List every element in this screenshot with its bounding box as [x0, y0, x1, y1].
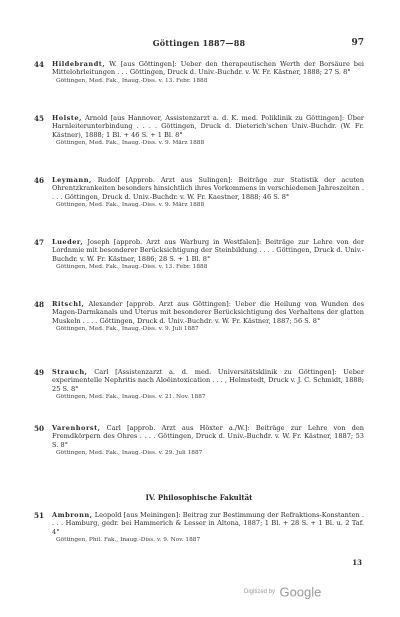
entry-text: Rudolf [Approb. Arzt aus Sulingen]: Beiträge zur Statistik der acuten Ohrentzkrankeiten besonders hinsichtlich ihres Vorkommens in verschiedenen Jahreszeiten . . . . Göttingen, Druck d. Univ.-Buchdr. v. W. Fr. Kaestner, 1888; 46 S. 8°	[52, 176, 364, 201]
entry-text: Alexander [approb. Arzt aus Göttingen]: Ueber die Heilung von Wunden des Magen-Darmkanals und Uterus mit besonderer Berücksichtigung des Verhaltens der glatten Muskeln . . . . Göttingen, Druck d. Univ.-Buchdr. v. W. Fr. Kästner, 1887; 56 S. 8°	[52, 300, 364, 325]
entry-number: 51	[34, 511, 45, 520]
author-name: Hildebrandt,	[52, 60, 106, 68]
publication-note: Göttingen, Med. Fak., Inaug.-Diss. v. 29. Juli 1887	[56, 450, 203, 457]
author-name: Leymann,	[52, 176, 92, 184]
entry-body	[52, 238, 364, 271]
section-heading: IV. Philosophische Fakultät	[145, 493, 253, 502]
entry-text: Arnold [aus Hannover, Assistenzarzt a. d. K. med. Poliklinik zu Göttingen]: Über Harnleiterunterbindung . . . . Göttingen, Druck d. Dieterich'schen Univ.-Buchdr. (W. Fr. Kästner), 1888; 1 Bl. + 46 S. + 1 Bl. 8°	[52, 114, 364, 139]
entry-body	[52, 114, 364, 147]
entry-number: 50	[34, 424, 45, 433]
entry-text: Carl [Assistenzarzt a. d. med. Universitätsklinik zu Göttingen]: Ueber experimentelle Nephritis nach Aloëintoxication . . . , Helmstedt, Druck v. J. C. Schmidt, 1888; 25 S. 8°	[52, 368, 364, 393]
entry-number: 47	[34, 238, 45, 247]
entry-body	[52, 424, 364, 457]
entry-48	[34, 300, 364, 333]
entry-number: 46	[34, 176, 45, 185]
page-number: 97	[351, 38, 364, 48]
entry-47	[34, 238, 364, 271]
entry-number: 45	[34, 114, 45, 123]
author-name: Ritschl,	[52, 300, 85, 308]
entry-49	[34, 368, 364, 401]
running-title: Göttingen 1887—88	[152, 38, 246, 48]
entry-45	[34, 114, 364, 147]
page-header	[34, 38, 364, 50]
publication-note: Göttingen, Phil. Fak., Inaug.-Diss. v. 9. Nov. 1887	[56, 537, 201, 544]
publication-note: Göttingen, Med. Fak., Inaug.-Diss. v. 21. Nov. 1887	[56, 394, 206, 401]
entry-body	[52, 60, 364, 85]
watermark-prefix: Digitized by	[244, 588, 276, 595]
author-name: Varenhorst,	[52, 424, 101, 432]
entry-body	[52, 300, 364, 333]
publication-note: Göttingen, Med. Fak., Inaug.-Diss. v. 9. Juli 1887	[56, 326, 199, 333]
entry-body	[52, 176, 364, 209]
entry-number: 48	[34, 300, 45, 309]
publication-note: Göttingen, Med. Fak., Inaug.-Diss. v. 13. Febr. 1888	[56, 264, 208, 271]
author-name: Strauch,	[52, 368, 88, 376]
entry-text: Carl [approb. Arzt aus Höxter a./W.]: Beiträge zur Lehre von den Fremdkörpern des Ohres . . . . Göttingen, Druck d. Univ.-Buchdr. v. W. Fr. Kästner, 1887; 53 S. 8°	[52, 424, 364, 449]
author-name: Lueder,	[52, 238, 84, 246]
entry-body	[52, 368, 364, 401]
entry-44	[34, 60, 364, 85]
entry-text: W. [aus Göttingen]: Ueber den therapeutischen Werth der Borsäure bei Mittelohrleitungen . . . Göttingen, Druck d. Univ.-Buchdr. v. W. Fr. Kästner, 1888; 27 S. 8°	[52, 60, 364, 77]
entry-text: Leopold [aus Meiningen]: Beitrag zur Bestimmung der Refraktions-Konstanten . . . . Hamburg, gedr. bei Hammerich & Lesser in Altona, 1887; 1 Bl. + 28 S. + 1 Bl. u. 2 Taf. 4°	[52, 511, 365, 536]
google-watermark	[244, 583, 321, 601]
author-name: Holste,	[52, 114, 82, 122]
entry-text: Joseph [approb. Arzt aus Warburg in Westfalen]: Beiträge zur Lehre von der Lordnmie mit besonderer Berücksichtigung der Steinbildung . . . . Göttingen, Druck d. Univ.-Buchdr. v. W. Fr. Kästner, 1886; 28 S. + 1 Bl. 8°	[52, 238, 364, 263]
author-name: Ambronn,	[52, 511, 93, 519]
entry-body	[52, 511, 364, 544]
entry-51	[34, 511, 364, 544]
publication-note: Göttingen, Med. Fak., Inaug.-Diss. v. 9. März 1888	[56, 202, 205, 209]
google-logo: Google	[279, 584, 322, 600]
publication-note: Göttingen, Med. Fak., Inaug.-Diss. v. 9. März 1888	[56, 140, 205, 147]
entry-number: 44	[34, 60, 45, 69]
publication-note: Göttingen, Med. Fak., Inaug.-Diss. v. 13. Febr. 1888	[56, 77, 208, 84]
entry-50	[34, 424, 364, 457]
entry-number: 49	[34, 368, 45, 377]
signature-mark: 13	[352, 558, 362, 567]
entry-46	[34, 176, 364, 209]
